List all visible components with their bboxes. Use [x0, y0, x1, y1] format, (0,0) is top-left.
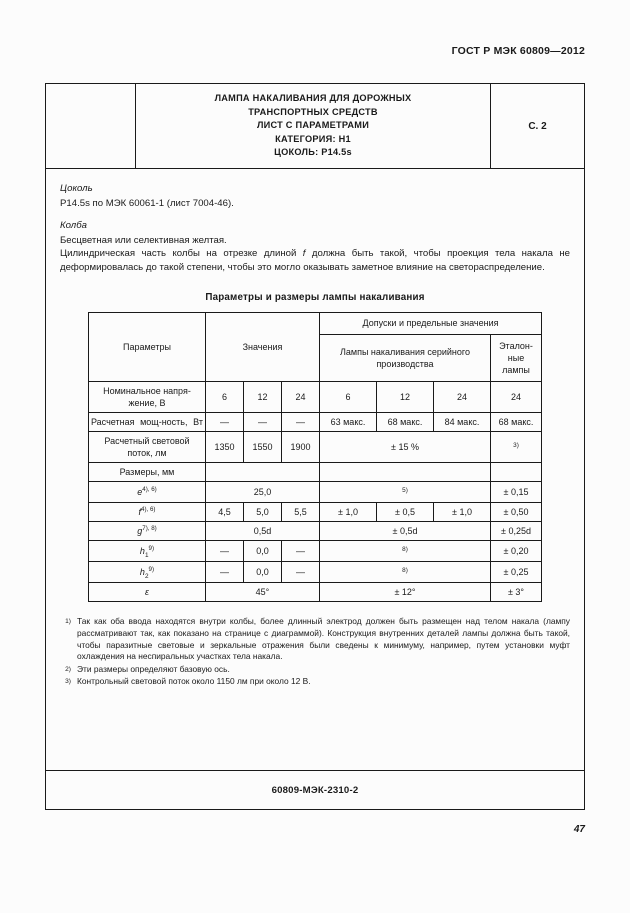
footnote-marker: 8) [402, 546, 408, 554]
standard-reference: ГОСТ Р МЭК 60809—2012 [451, 45, 585, 57]
th-reference-lamps: Эталон-ные лампы [490, 334, 541, 382]
f-value-1: 4,5 [205, 503, 243, 522]
table-row [88, 413, 541, 432]
table-row [88, 583, 541, 602]
page-number: 47 [573, 824, 585, 835]
f-tol-1: ± 1,0 [319, 503, 376, 522]
flux-value-3: 1900 [281, 432, 319, 463]
power-reference: 68 макс. [490, 413, 541, 432]
voltage-reference: 24 [490, 382, 541, 413]
row-label-h1 [88, 541, 205, 562]
footnote-mark: 3) [65, 678, 71, 686]
footnote-marker: 4), 6) [141, 506, 156, 514]
power-tol-1: 63 макс. [319, 413, 376, 432]
epsilon-reference: ± 3° [490, 583, 541, 602]
bulb-note-part2: должна быть такой, чтобы проекция тела накала не деформировалась до такой степени, чтобы это могло оказывать заметное влияние на светораспределение. [60, 248, 570, 273]
h1-tolerance-footnote [319, 541, 490, 562]
row-label-h2 [88, 562, 205, 583]
table-row [88, 522, 541, 541]
table-row [88, 463, 541, 482]
h2-value-3: — [281, 562, 319, 583]
header-cap-line: ЦОКОЛЬ: P14.5s [274, 147, 352, 158]
voltage-value-24: 24 [281, 382, 319, 413]
f-tol-3: ± 1,0 [433, 503, 490, 522]
power-value-2: — [243, 413, 281, 432]
parameters-table [88, 312, 542, 602]
bulb-note-symbol: f [302, 248, 306, 260]
header-category-line: КАТЕГОРИЯ: H1 [275, 133, 351, 144]
voltage-tol-12: 12 [376, 382, 433, 413]
footnote-marker: 9) [148, 545, 155, 553]
th-values: Значения [205, 313, 319, 382]
th-parameters: Параметры [88, 313, 205, 382]
symbol-subscript: 1 [144, 552, 149, 560]
table-header-row-group [88, 313, 541, 334]
footnote-item [60, 676, 570, 688]
row-label-f [88, 503, 205, 522]
symbol-h: h [139, 567, 145, 578]
h2-tolerance-footnote [319, 562, 490, 583]
e-tolerance-footnote [319, 482, 490, 503]
header-title-line-3: ЛИСТ С ПАРАМЕТРАМИ [256, 120, 370, 131]
footnotes-list [60, 616, 570, 688]
table-row [88, 482, 541, 503]
flux-value-1: 1350 [205, 432, 243, 463]
symbol-f: f [138, 507, 141, 518]
g-reference: ± 0,25d [490, 522, 541, 541]
dimensions-ref-empty [490, 463, 541, 482]
footnote-marker: 5) [402, 487, 408, 495]
symbol-e: e [137, 487, 143, 498]
symbol-h: h [139, 546, 145, 557]
footnote-text: Так как оба ввода находятся внутри колбы, более длинный электрод должен быть размещен над телом накала (лампу рассматривают так, как показано на странице с диаграммой). Конструкция внутренних деталей лампы должна быть такой, чтобы паразитные световые и зеркальные отражения были сведены к минимуму, например, путем установки муфт охлаждения на неспиральных участках тела накала. [77, 616, 570, 662]
power-tol-3: 84 макс. [433, 413, 490, 432]
document-code-bar: 60809-МЭК-2310-2 [46, 770, 584, 809]
footnote-item [60, 616, 570, 662]
g-tolerance: ± 0,5d [319, 522, 490, 541]
section-text-bulb-note [60, 247, 570, 274]
dimensions-tol-empty [319, 463, 490, 482]
table-row [88, 541, 541, 562]
header-title-cell [136, 84, 491, 168]
table-title: Параметры и размеры лампы накаливания [205, 292, 425, 304]
table-row [88, 562, 541, 583]
table-row [88, 503, 541, 522]
voltage-value-6: 6 [205, 382, 243, 413]
flux-value-2: 1550 [243, 432, 281, 463]
flux-tolerance: ± 15 % [319, 432, 490, 463]
symbol-g: g [137, 526, 143, 537]
h2-value-1: — [205, 562, 243, 583]
section-heading-bulb: Колба [60, 219, 87, 231]
voltage-tol-6: 6 [319, 382, 376, 413]
g-value: 0,5d [205, 522, 319, 541]
bulb-note-part1: Цилиндрическая часть колбы на отрезке длиной [60, 248, 303, 260]
footnote-text: Контрольный световой поток около 1150 лм при около 12 В. [77, 676, 311, 687]
row-label-voltage: Номинальное напря-жение, В [88, 382, 205, 413]
header-title-line-2: ТРАНСПОРТНЫХ СРЕДСТВ [248, 106, 378, 117]
epsilon-value: 45° [205, 583, 319, 602]
footnote-text: Эти размеры определяют базовую ось. [77, 663, 230, 674]
footnote-marker: 3) [513, 442, 519, 450]
h1-value-2: 0,0 [243, 541, 281, 562]
document-frame [45, 83, 585, 810]
footnote-marker: 8) [402, 567, 408, 575]
voltage-tol-24: 24 [433, 382, 490, 413]
header-title-line-1: ЛАМПА НАКАЛИВАНИЯ ДЛЯ ДОРОЖНЫХ [214, 93, 412, 104]
dimensions-values-empty [205, 463, 319, 482]
footnote-marker: 7), 8) [142, 525, 157, 533]
th-series-lamps: Лампы накаливания серийного производства [319, 334, 490, 382]
table-row [88, 432, 541, 463]
e-reference: ± 0,15 [490, 482, 541, 503]
header-left-cell [46, 84, 136, 168]
h1-value-1: — [205, 541, 243, 562]
footnote-mark: 1) [65, 618, 71, 626]
footnote-marker: 9) [148, 566, 155, 574]
header-sheet-page: С. 2 [528, 120, 547, 132]
row-label-g [88, 522, 205, 541]
th-tolerances-group: Допуски и предельные значения [319, 313, 541, 334]
section-text-bulb: Бесцветная или селективная желтая. [60, 234, 227, 246]
f-tol-2: ± 0,5 [376, 503, 433, 522]
power-value-3: — [281, 413, 319, 432]
h1-reference: ± 0,20 [490, 541, 541, 562]
f-reference: ± 0,50 [490, 503, 541, 522]
row-label-power: Расчетная мощ-ность, Вт [88, 413, 205, 432]
h1-value-3: — [281, 541, 319, 562]
epsilon-tolerance: ± 12° [319, 583, 490, 602]
footnote-mark: 2) [65, 665, 71, 673]
header-band [46, 84, 584, 169]
voltage-value-12: 12 [243, 382, 281, 413]
symbol-subscript: 2 [144, 573, 149, 581]
row-label-epsilon: ε [88, 583, 205, 602]
section-heading-cap: Цоколь [60, 183, 93, 194]
power-value-1: — [205, 413, 243, 432]
flux-reference-footnote [490, 432, 541, 463]
row-label-e [88, 482, 205, 503]
h2-value-2: 0,0 [243, 562, 281, 583]
footnote-marker: 4), 6) [142, 486, 157, 494]
table-row [88, 382, 541, 413]
body-area [46, 169, 584, 771]
power-tol-2: 68 макс. [376, 413, 433, 432]
section-text-cap: P14.5s по МЭК 60061-1 (лист 7004-46). [60, 198, 234, 209]
footnote-item [60, 664, 570, 676]
e-value: 25,0 [205, 482, 319, 503]
row-label-flux: Расчетный световой поток, лм [88, 432, 205, 463]
f-value-3: 5,5 [281, 503, 319, 522]
h2-reference: ± 0,25 [490, 562, 541, 583]
row-label-dimensions: Размеры, мм [88, 463, 205, 482]
f-value-2: 5,0 [243, 503, 281, 522]
